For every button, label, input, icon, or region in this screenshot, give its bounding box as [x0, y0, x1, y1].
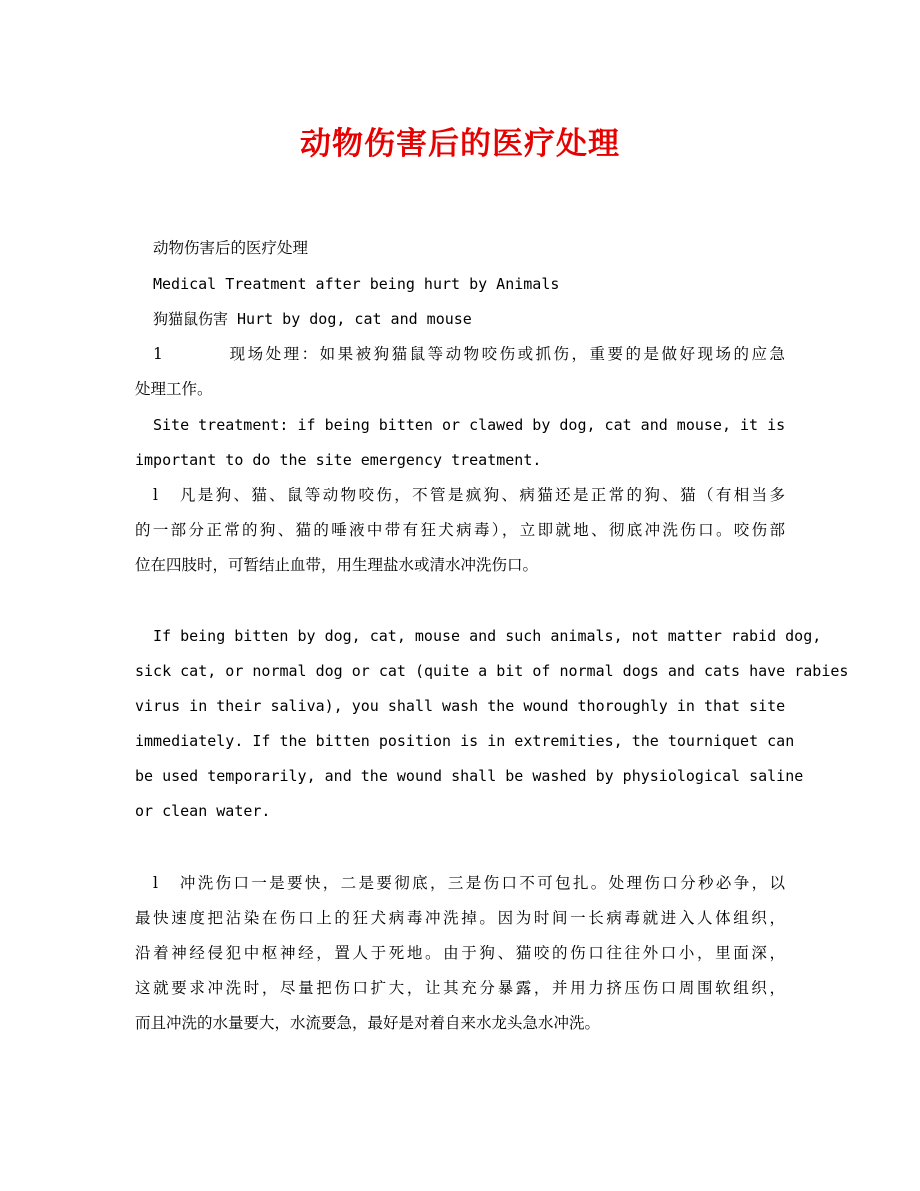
text-line: 最快速度把沾染在伤口上的狂犬病毒冲洗掉。因为时间一长病毒就进入人体组织，	[135, 909, 785, 927]
text-line: Site treatment: if being bitten or clawed by dog, cat and mouse, it is	[153, 416, 786, 434]
text-line: 而且冲洗的水量要大，水流要急，最好是对着自来水龙头急水冲洗。	[135, 1014, 601, 1032]
text-line: If being bitten by dog, cat, mouse and such animals, not matter rabid dog,	[153, 627, 822, 645]
text-line: immediately. If the bitten position is in extremities, the tourniquet can	[135, 732, 795, 750]
text-line: 狗猫鼠伤害 Hurt by dog, cat and mouse	[153, 310, 472, 328]
text-line: 沿着神经侵犯中枢神经，置人于死地。由于狗、猫咬的伤口往往外口小，里面深，	[135, 944, 785, 962]
text-line: 这就要求冲洗时，尽量把伤口扩大，让其充分暴露，并用力挤压伤口周围软组织，	[135, 979, 785, 997]
text-line: virus in their saliva), you shall wash the wound thoroughly in that site	[135, 697, 786, 715]
text-line: l 冲洗伤口一是要快，二是要彻底，三是伤口不可包扎。处理伤口分秒必争，以	[153, 874, 785, 892]
page-title: 动物伤害后的医疗处理	[300, 126, 620, 162]
text-line: l 凡是狗、猫、鼠等动物咬伤，不管是疯狗、病猫还是正常的狗、猫（有相当多	[153, 486, 785, 504]
text-line: be used temporarily, and the wound shall be washed by physiological saline	[135, 767, 804, 785]
text-line: 位在四肢时，可暂结止血带，用生理盐水或清水冲洗伤口。	[135, 556, 539, 574]
text-line: sick cat, or normal dog or cat (quite a bit of normal dogs and cats have rabies	[135, 662, 849, 680]
text-line: important to do the site emergency treatment.	[135, 451, 542, 469]
text-line: 动物伤害后的医疗处理	[153, 239, 309, 257]
text-line: Medical Treatment after being hurt by Animals	[153, 275, 560, 293]
text-line: or clean water.	[135, 802, 271, 820]
text-line: 的一部分正常的狗、猫的唾液中带有狂犬病毒），立即就地、彻底冲洗伤口。咬伤部	[135, 521, 785, 539]
text-line: 1 现场处理：如果被狗猫鼠等动物咬伤或抓伤，重要的是做好现场的应急	[153, 345, 785, 363]
text-line: 处理工作。	[135, 380, 213, 398]
